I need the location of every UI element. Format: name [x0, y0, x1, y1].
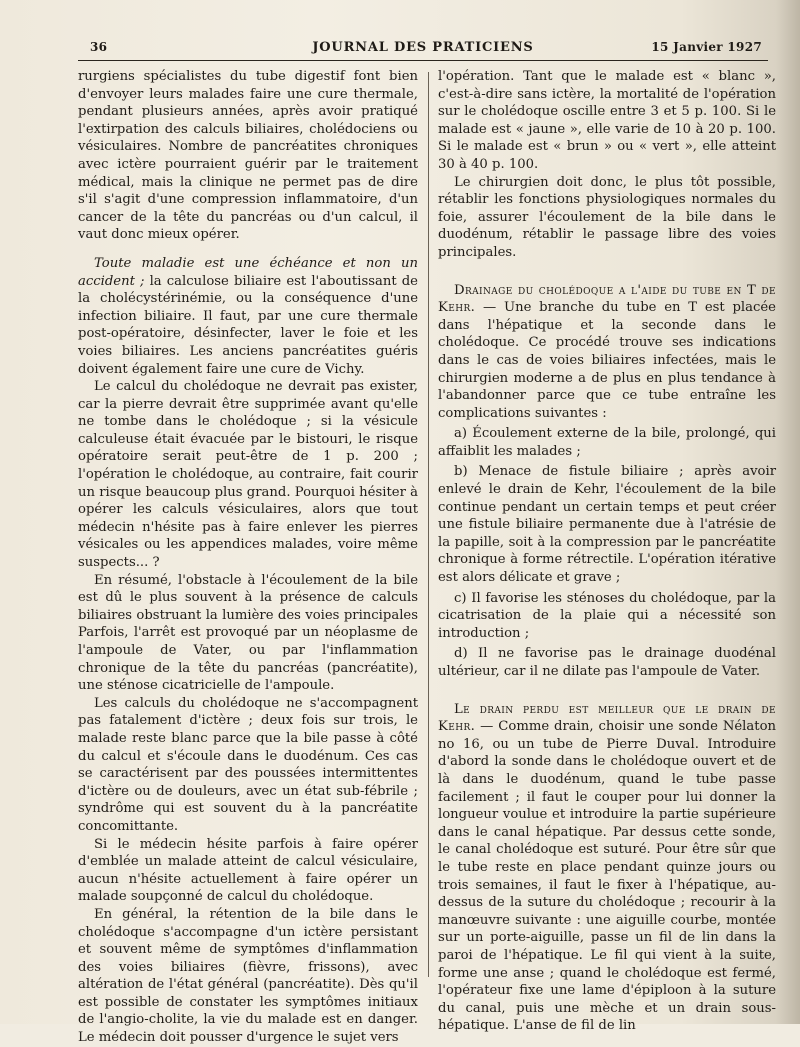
- paragraph: En résumé, l'obstacle à l'écoulement de la bile est dû le plus souvent à la présence de calculs biliaires obstruant la lumière des voies principales Parfois, l'arrêt est provoqué par un néoplasme de l'ampoule de Vater, ou par l'inflammation chronique de la tête du pancréas (pancréatite), une sténose cicatricielle de l'ampoule.: [78, 572, 418, 694]
- paragraph: En général, la rétention de la bile dans le cholédoque s'accompagne d'un ictère persistant et souvent même de symptômes d'inflammation des voies biliaires (fièvre, frissons), avec altération de l'état général (pancréatite). Dès qu'il est possible de constater les symptômes initiaux de l'angio-cholite, la vie du malade est en danger. Le médecin doit pousser d'urgence le sujet vers: [78, 906, 418, 1046]
- header-rule: [78, 60, 768, 61]
- list-item: d) Il ne favorise pas le drainage duodénal ultérieur, car il ne dilate pas l'ampoule de Vater.: [438, 646, 776, 679]
- paragraph-text: — Une branche du tube en T est placée dans l'hépatique et la seconde dans le cholédoque. Ce procédé trouve ses indications dans le cas de voies biliaires infectées, mais le chirurgien moderne a de plus en plus tendance à l'abandonner parce que ce tube entraîne les complications suivantes :: [438, 300, 776, 421]
- paragraph: Si le médecin hésite parfois à faire opérer d'emblée un malade atteint de calcul vésiculaire, aucun n'hésite actuellement à faire opérer un malade soupçonné de calcul du cholédoque.: [78, 836, 418, 905]
- paragraph-text: la calculose biliaire est l'aboutissant de la cholécystérinémie, ou la conséquence d'une infection biliaire. Il faut, par une cure thermale post-opératoire, désinfecter, laver le foie et les voies biliaires. Les anciens pancréatites guéris doivent également faire une cure de Vichy.: [78, 273, 418, 377]
- column-divider: [428, 72, 429, 977]
- section-drainage: [438, 282, 776, 423]
- page-number: 36: [90, 40, 108, 54]
- issue-date: 15 Janvier 1927: [651, 40, 762, 54]
- lead-phrase: Toute maladie est une échéance et non un accident ;: [78, 255, 418, 289]
- journal-title: JOURNAL DES PRATICIENS: [312, 40, 534, 55]
- paragraph-text: — Comme drain, choisir une sonde Nélaton no 16, ou un tube de Pierre Duval. Introduire d'abord la sonde dans le cholédoque ouvert et de là dans le duodénum, quand le tube passe facilement ; il faut le couper pour lui donner la longueur voulue et introduire la partie supérieure dans le canal hépatique. Par dessus cette sonde, le canal cholédoque est suturé. Pour être sûr que le tube reste en place pendant quinze jours ou trois semaines, il faut le fixer à l'hépatique, au-dessus de la suture du cholédoque ; recourir à la manœuvre suivante : une aiguille courbe, montée sur un porte-aiguille, passe un fil de lin dans la paroi de l'hépatique. Le fil qui vient à la suite, forme une anse ; quand le cholédoque est fermé, l'opérateur fixe une lame d'épiploon à la suture du canal, puis une mèche et un drain sous-hépatique. L'anse de fil de lin: [438, 719, 776, 1034]
- paragraph: Le chirurgien doit donc, le plus tôt possible, rétablir les fonctions physiologiques normales du foie, assurer l'écoulement de la bile dans le duodénum, rétablir le passage libre des voies principales.: [438, 174, 776, 260]
- paragraph: rurgiens spécialistes du tube digestif font bien d'envoyer leurs malades faire une cure thermale, pendant plusieurs années, après avoir pratiqué l'extirpation des calculs biliaires, cholédociens ou vésiculaires. Nombre de pancréatites chroniques avec ictère pourraient guérir par le traitement médical, mais la clinique ne permet pas de dire s'il s'agit d'une compression inflammatoire, d'un cancer de la tête du pancréas ou d'un calcul, il vaut donc mieux opérer.: [78, 69, 418, 243]
- paragraph: l'opération. Tant que le malade est « blanc », c'est-à-dire sans ictère, la mortalité de l'opération sur le cholédoque oscille entre 3 et 5 p. 100. Si le malade est « jaune », elle varie de 10 à 20 p. 100. Si le malade est « brun » ou « vert », elle atteint 30 à 40 p. 100.: [438, 69, 776, 172]
- left-column: [78, 68, 418, 1047]
- page-header: [78, 36, 768, 58]
- paragraph: Les calculs du cholédoque ne s'accompagnent pas fatalement d'ictère ; deux fois sur trois, le malade reste blanc parce que la bile passe à côté du calcul et s'écoule dans le duodénum. Ces cas se caractérisent par des poussées intermittentes d'ictère ou de douleurs, avec un état sub-fébrile ; syndrôme qui est souvent du à la pancréatite concomittante.: [78, 695, 418, 834]
- paragraph: Le calcul du cholédoque ne devrait pas exister, car la pierre devrait être supprimée avant qu'elle ne tombe dans le cholédoque ; si la vésicule calculeuse était évacuée par le bistouri, le risque opératoire serait peut-être de 1 p. 200 ; l'opération le cholédoque, au contraire, fait courir un risque beaucoup plus grand. Pourquoi hésiter à opérer les calculs vésiculaires, alors que tout médecin n'hésite pas à faire enlever les pierres vésicales ou les appendices malades, voire même suspects... ?: [78, 379, 418, 571]
- paragraph: [78, 255, 418, 378]
- list-item: c) Il favorise les sténoses du cholédoque, par la cicatrisation de la plaie qui a nécessité son introduction ;: [438, 590, 776, 641]
- right-column: [438, 68, 776, 1035]
- section-heading: Drainage du cholédoque a l'aide du tube en T de Kehr.: [438, 282, 776, 316]
- section-heading: Le drain perdu est meilleur que le drain de Kehr.: [438, 701, 776, 735]
- list-item: a) Écoulement externe de la bile, prolongé, qui affaiblit les malades ;: [438, 426, 776, 459]
- section-drain-perdu: [438, 701, 776, 1035]
- list-item: b) Menace de fistule biliaire ; après avoir enlevé le drain de Kehr, l'écoulement de la bile continue pendant un certain temps et peut créer une fistule biliaire permanente due à l'atrésie de la papille, soit à la compression par le pancréatite chronique à forme rétrectile. L'opération itérative est alors délicate et grave ;: [438, 464, 776, 586]
